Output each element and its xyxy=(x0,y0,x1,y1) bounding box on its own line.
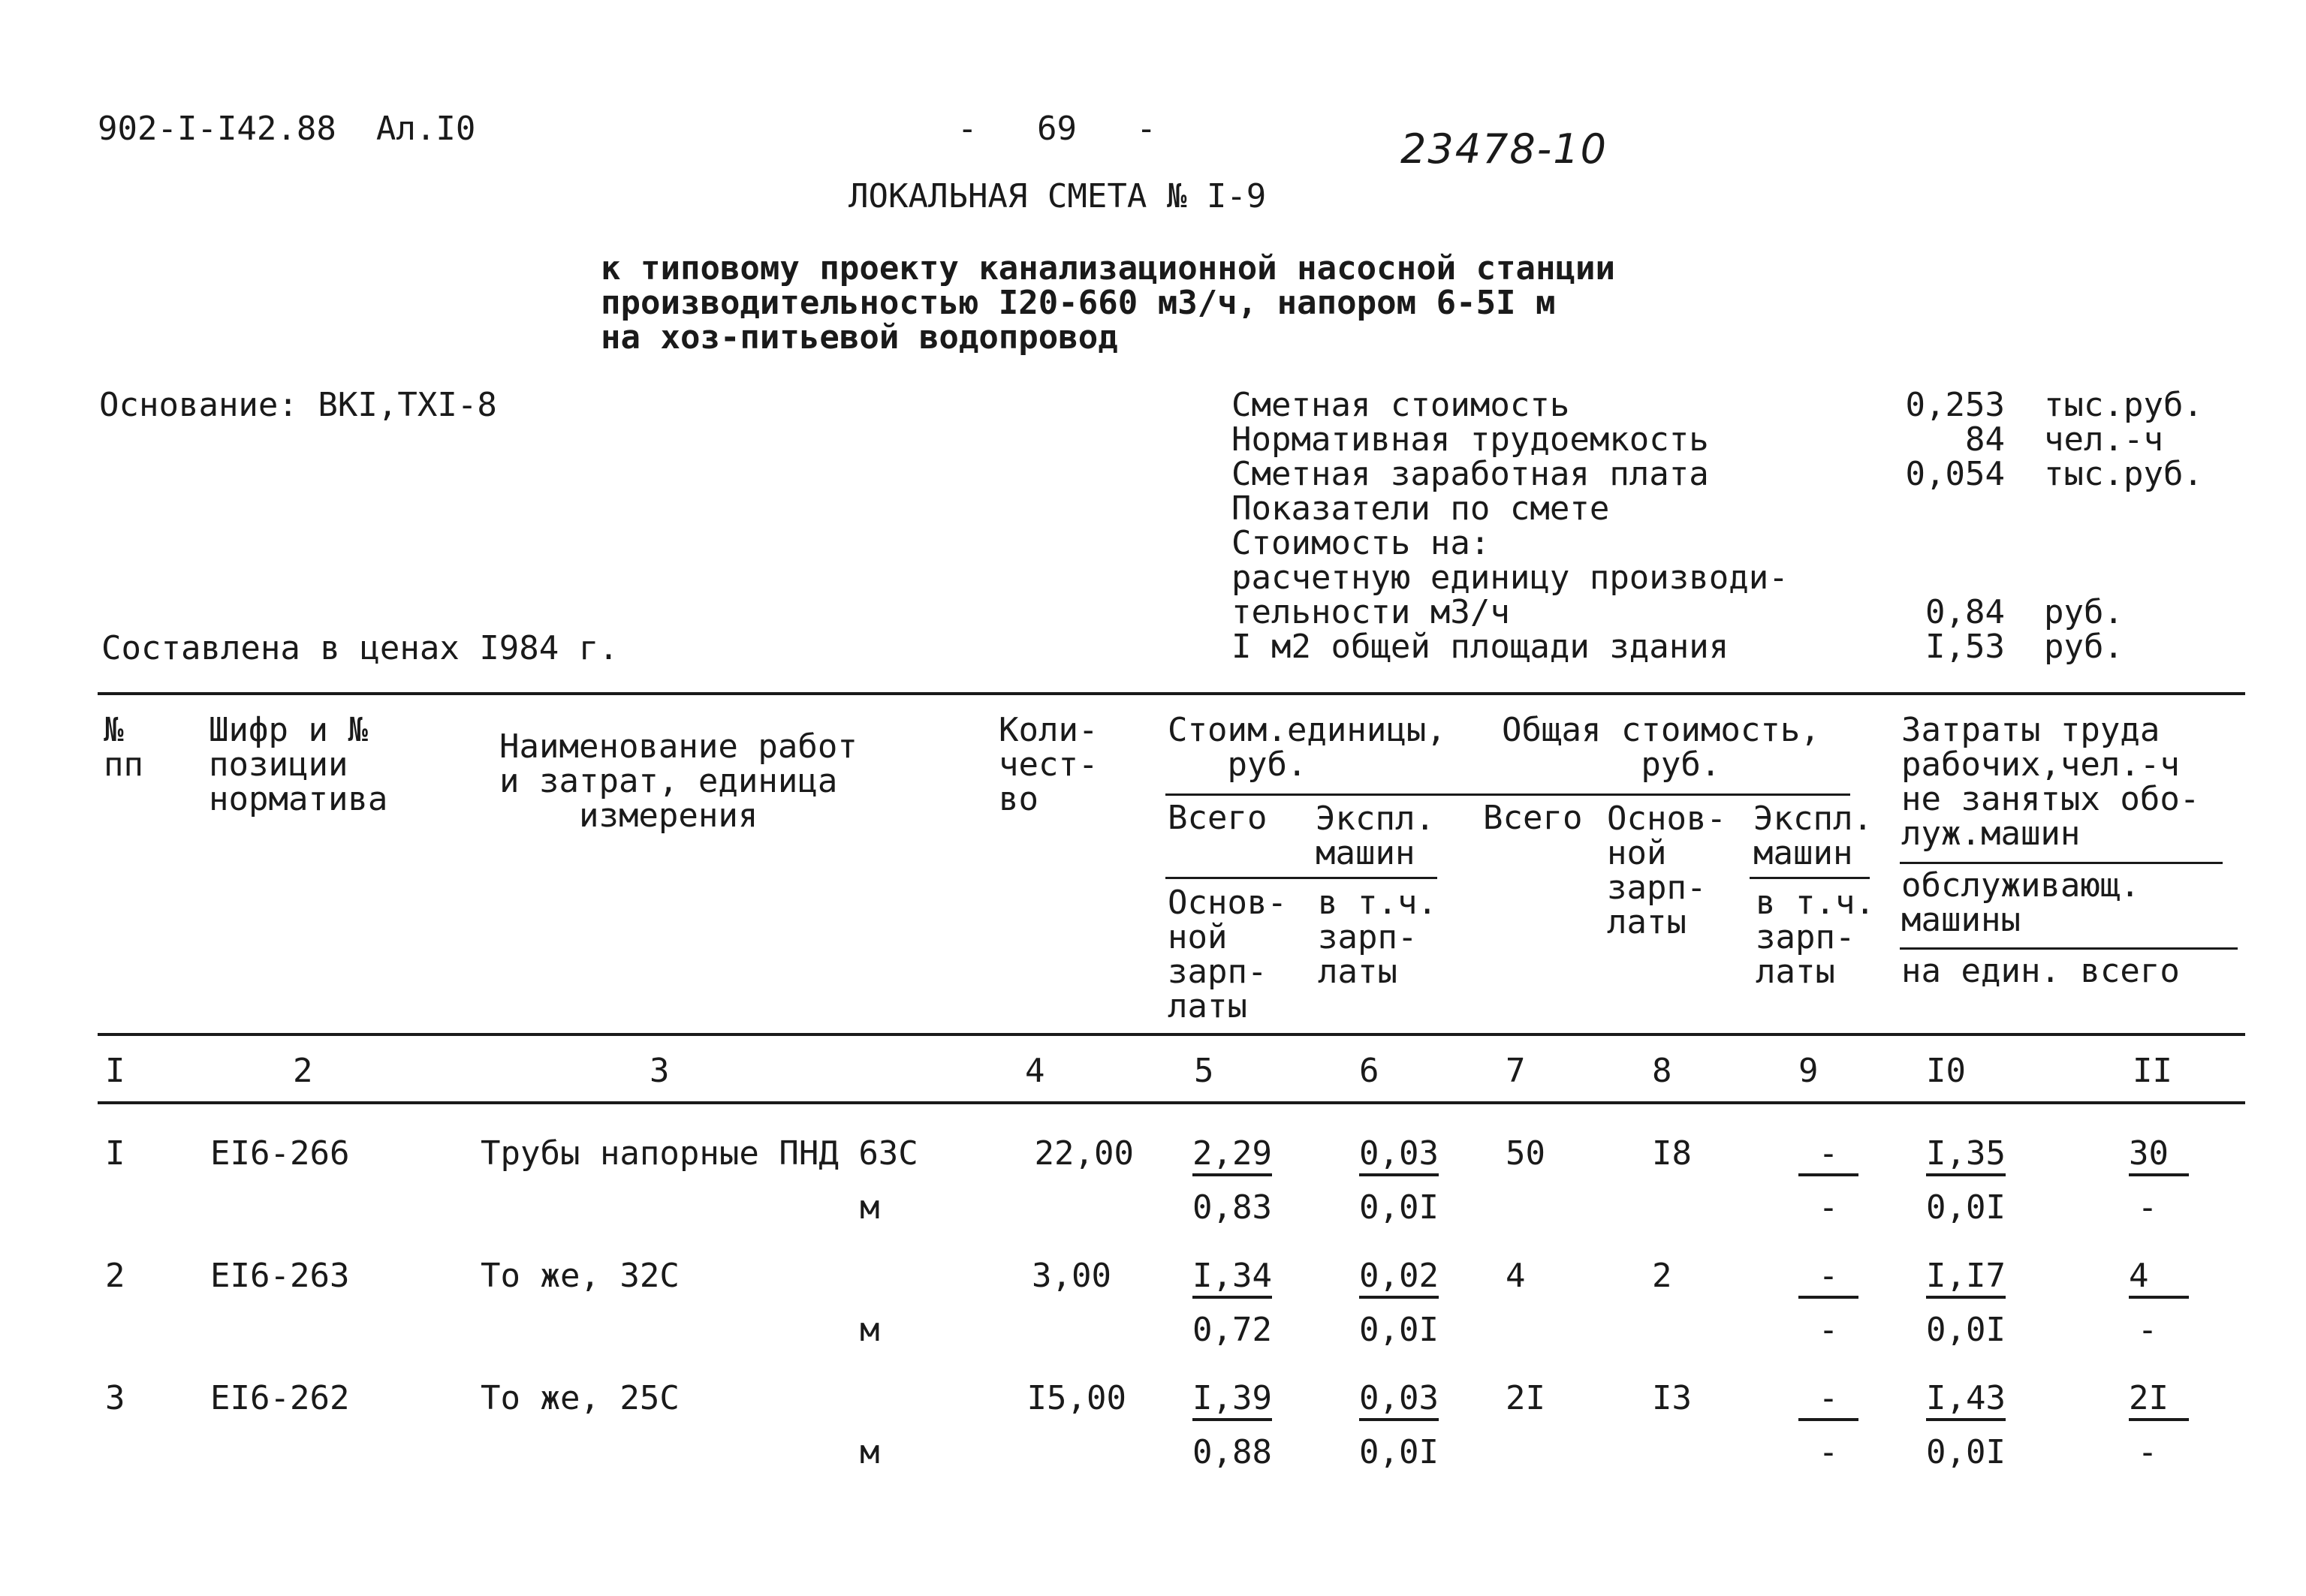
header-labor-group: Затраты труда рабочих,чел.-ч не занятых обо- луж.машин xyxy=(1901,711,2200,853)
summary-row xyxy=(1231,386,2283,424)
summary-label: тельности м3/ч xyxy=(1231,593,1510,631)
row-c7: 2I xyxy=(1506,1379,1545,1417)
subtitle-line-2: производительностью I20-660 м3/ч, напором 6-5I м xyxy=(601,284,1556,322)
row-c5-bot: 0,83 xyxy=(1192,1188,1272,1227)
row-c8: I3 xyxy=(1652,1379,1692,1417)
subtitle-line-3: на хоз-питьевой водопровод xyxy=(601,318,1118,357)
header-c6-bottom: в т.ч. зарп- латы xyxy=(1318,884,1437,991)
summary-label: Сметная стоимость xyxy=(1231,386,1570,424)
row-c10-bot: 0,0I xyxy=(1926,1311,2006,1349)
row-c7: 50 xyxy=(1506,1134,1545,1173)
row-c9-bot: - xyxy=(1818,1433,1839,1471)
row-c11-bot: - xyxy=(2137,1433,2158,1471)
summary-value: 0,054 xyxy=(1905,455,2005,493)
summary-label: Показатели по смете xyxy=(1231,489,1610,528)
basis: Основание: ВКI,ТХI-8 xyxy=(99,386,497,424)
summary-block xyxy=(1231,386,2283,666)
header-rule-labor-2 xyxy=(1900,947,2238,950)
summary-row xyxy=(1231,628,2283,666)
row-c10-top: I,I7 xyxy=(1926,1260,2006,1299)
header-c7: Всего xyxy=(1483,799,1583,837)
row-code: EI6-263 xyxy=(210,1257,350,1295)
row-qty: 3,00 xyxy=(1032,1257,1111,1295)
row-unit: м xyxy=(860,1433,880,1471)
header-c3: Наименование работ и затрат, единица измерения xyxy=(499,727,858,835)
row-c11-bot: - xyxy=(2137,1311,2158,1349)
row-c8: 2 xyxy=(1652,1257,1672,1295)
page-title: ЛОКАЛЬНАЯ СМЕТА № I-9 xyxy=(849,177,1267,215)
table-top-rule xyxy=(98,692,2245,695)
column-numbers-rule xyxy=(98,1101,2245,1104)
header-c5-top: Всего xyxy=(1168,799,1268,837)
row-unit: м xyxy=(860,1188,880,1227)
page-number: - 69 - xyxy=(957,110,1156,148)
header-rule-labor-1 xyxy=(1900,862,2223,864)
row-qty: 22,00 xyxy=(1034,1134,1134,1173)
row-num: 2 xyxy=(105,1257,125,1295)
summary-label: расчетную единицу производи- xyxy=(1231,559,1789,597)
summary-value: 0,84 xyxy=(1925,593,2005,631)
summary-unit: руб. xyxy=(2044,628,2124,666)
row-c11-top: 4 xyxy=(2129,1260,2189,1299)
table-row xyxy=(0,1257,2306,1380)
header-c8: Основ- ной зарп- латы xyxy=(1607,800,1726,941)
header-c2: Шифр и № позиции норматива xyxy=(209,711,388,818)
colnum-5: 5 xyxy=(1194,1052,1214,1090)
row-c6-bot: 0,0I xyxy=(1359,1188,1439,1227)
colnum-7: 7 xyxy=(1506,1052,1526,1090)
row-c6-bot: 0,0I xyxy=(1359,1311,1439,1349)
header-bottom-rule xyxy=(98,1033,2245,1036)
row-name: То же, 25С xyxy=(481,1379,680,1417)
summary-label: Сметная заработная плата xyxy=(1231,455,1709,493)
header-labor-serving: обслуживающ. машины xyxy=(1901,866,2140,939)
row-code: EI6-262 xyxy=(210,1379,350,1417)
summary-unit: руб. xyxy=(2044,593,2124,631)
header-rule-c5c6 xyxy=(1165,877,1437,879)
row-name: То же, 32С xyxy=(481,1257,680,1295)
row-c11-top: 30 xyxy=(2129,1137,2189,1176)
row-c11-top: 2I xyxy=(2129,1382,2189,1421)
table-row xyxy=(0,1134,2306,1257)
row-c10-bot: 0,0I xyxy=(1926,1188,2006,1227)
summary-row xyxy=(1231,593,2283,631)
summary-unit: тыс.руб. xyxy=(2044,455,2203,493)
colnum-3: 3 xyxy=(650,1052,670,1090)
header-rule-c9 xyxy=(1750,877,1870,879)
row-name: Трубы напорные ПНД 63С xyxy=(481,1134,918,1173)
summary-row xyxy=(1231,489,2283,528)
summary-unit: чел.-ч xyxy=(2044,420,2163,459)
row-c5-top: I,34 xyxy=(1192,1260,1272,1299)
summary-label: Нормативная трудоемкость xyxy=(1231,420,1709,459)
header-unit-cost-group: Стоим.единицы, руб. xyxy=(1168,711,1446,784)
row-c6-top: 0,02 xyxy=(1359,1260,1439,1299)
row-c8: I8 xyxy=(1652,1134,1692,1173)
handwritten-number: 23478-10 xyxy=(1400,125,1608,173)
colnum-10: I0 xyxy=(1926,1052,1966,1090)
summary-row xyxy=(1231,559,2283,597)
prices-year: Составлена в ценах I984 г. xyxy=(101,629,619,667)
header-c5-bottom: Основ- ной зарп- латы xyxy=(1168,884,1287,1025)
row-num: 3 xyxy=(105,1379,125,1417)
row-c7: 4 xyxy=(1506,1257,1526,1295)
header-total-cost-group: Общая стоимость, руб. xyxy=(1502,711,1820,784)
summary-label: Стоимость на: xyxy=(1231,524,1491,562)
summary-label: I м2 общей площади здания xyxy=(1231,628,1729,666)
colnum-11: II xyxy=(2133,1052,2172,1090)
row-c10-top: I,35 xyxy=(1926,1137,2006,1176)
summary-value: 84 xyxy=(1965,420,2005,459)
row-c5-bot: 0,88 xyxy=(1192,1433,1272,1471)
row-c9-bot: - xyxy=(1818,1188,1839,1227)
header-c4: Коли- чест- во xyxy=(999,711,1099,818)
row-c5-top: 2,29 xyxy=(1192,1137,1272,1176)
row-c6-top: 0,03 xyxy=(1359,1137,1439,1176)
row-c10-top: I,43 xyxy=(1926,1382,2006,1421)
row-c11-bot: - xyxy=(2137,1188,2158,1227)
header-labor-per-unit-total: на един. всего xyxy=(1901,952,2180,990)
row-c6-top: 0,03 xyxy=(1359,1382,1439,1421)
row-c5-bot: 0,72 xyxy=(1192,1311,1272,1349)
colnum-1: I xyxy=(105,1052,125,1090)
row-c9-top: - xyxy=(1798,1382,1858,1421)
summary-value: I,53 xyxy=(1925,628,2005,666)
header-c9-bottom: в т.ч. зарп- латы xyxy=(1756,884,1875,991)
summary-row xyxy=(1231,524,2283,562)
row-num: I xyxy=(105,1134,125,1173)
table-row xyxy=(0,1379,2306,1502)
header-c9-top: Экспл. машин xyxy=(1753,800,1873,872)
row-c9-top: - xyxy=(1798,1137,1858,1176)
colnum-9: 9 xyxy=(1798,1052,1819,1090)
colnum-4: 4 xyxy=(1025,1052,1045,1090)
summary-unit: тыс.руб. xyxy=(2044,386,2203,424)
colnum-6: 6 xyxy=(1359,1052,1379,1090)
row-c9-top: - xyxy=(1798,1260,1858,1299)
colnum-2: 2 xyxy=(293,1052,313,1090)
row-c9-bot: - xyxy=(1818,1311,1839,1349)
row-code: EI6-266 xyxy=(210,1134,350,1173)
subtitle-line-1: к типовому проекту канализационной насосной станции xyxy=(601,249,1616,288)
subtitle xyxy=(601,251,1615,355)
header-rule-unit-cost xyxy=(1165,793,1850,796)
row-c10-bot: 0,0I xyxy=(1926,1433,2006,1471)
header-c1: № пп xyxy=(104,711,143,784)
row-qty: I5,00 xyxy=(1026,1379,1126,1417)
summary-row xyxy=(1231,455,2283,493)
doc-code: 902-I-I42.88 Ал.I0 xyxy=(98,110,476,148)
row-c6-bot: 0,0I xyxy=(1359,1433,1439,1471)
colnum-8: 8 xyxy=(1652,1052,1672,1090)
row-unit: м xyxy=(860,1311,880,1349)
summary-value: 0,253 xyxy=(1905,386,2005,424)
header-c6-top: Экспл. машин xyxy=(1316,800,1435,872)
summary-row xyxy=(1231,420,2283,459)
row-c5-top: I,39 xyxy=(1192,1382,1272,1421)
